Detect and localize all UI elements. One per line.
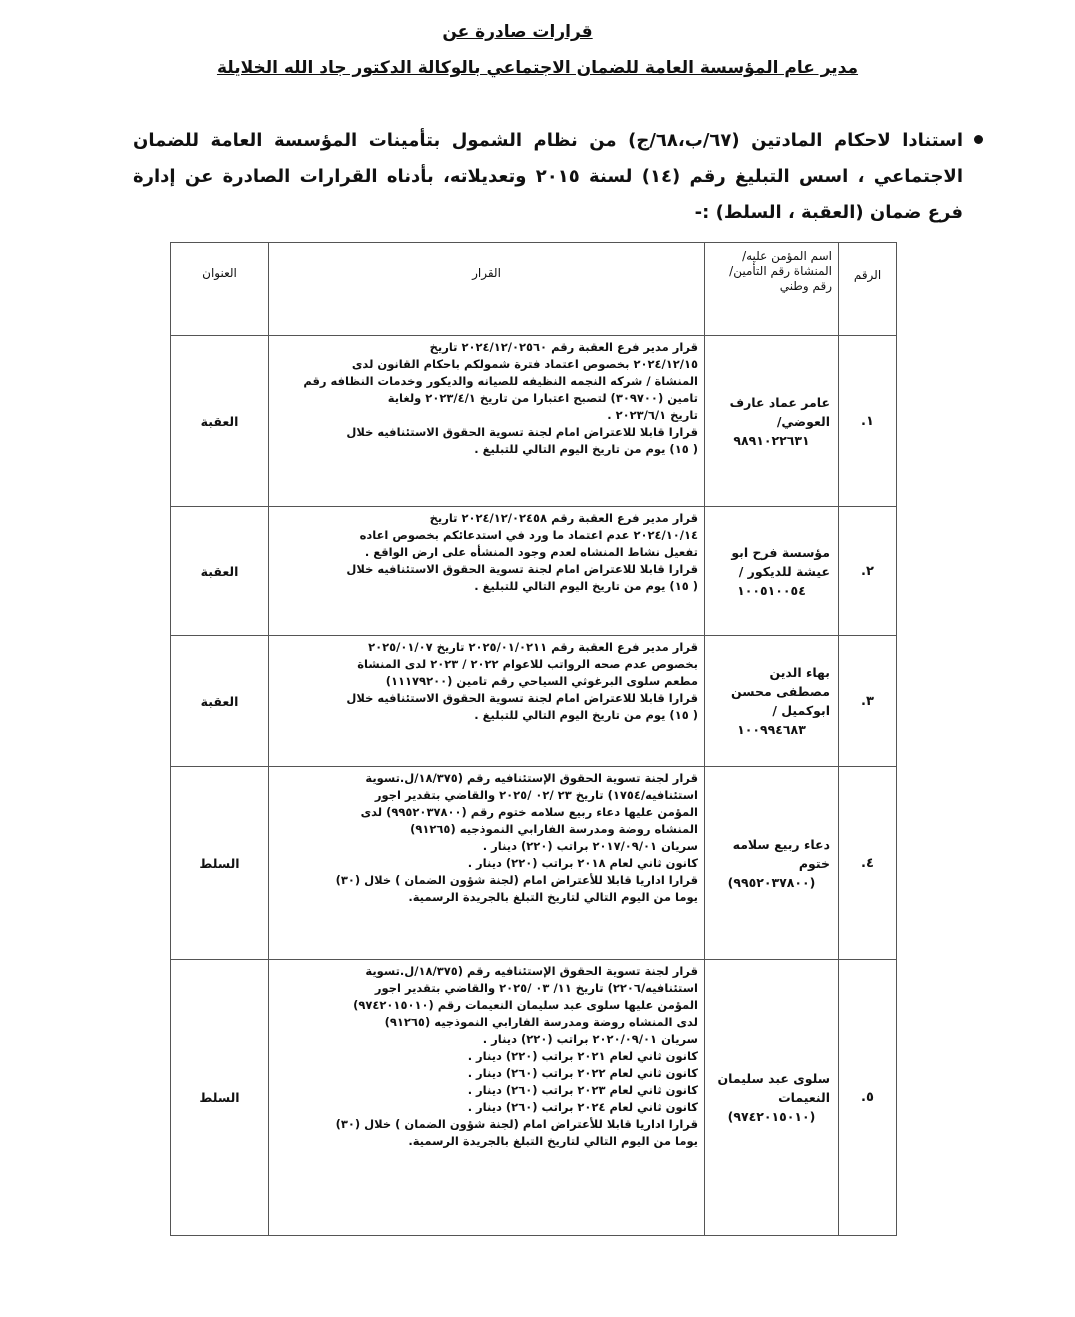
row-decision <box>269 507 705 636</box>
decision-line: قرارا اداريا قابلا للأعتراض امام (لجنة شؤون الضمان ) خلال (٣٠) <box>335 1117 698 1131</box>
header-name: اسم المؤمن عليه/ المنشاة رقم التأمين/ رقم وطني <box>705 243 839 336</box>
row-decision <box>269 336 705 507</box>
row-name: بهاء الدين مصطفى محسن ابوكميل / <box>731 665 830 718</box>
row-id: ١٠٠٥١٠٠٥٤ <box>737 582 806 598</box>
row-name: سلوى عبد سليمان النعيمات <box>717 1071 830 1105</box>
decision-line: المؤمن عليها سلوى عبد سليمان النعيمات رقم (٩٧٤٢٠١٥٠١٠) <box>353 998 698 1012</box>
row-address: السلط <box>171 767 269 960</box>
row-id: ٩٨٩١٠٢٢٦٣١ <box>733 432 810 448</box>
decision-line: قرارا قابلا للاعتراض امام لجنة تسوية الحقوق الاستئنافيه خلال <box>346 691 698 705</box>
decision-line: سريان ٢٠١٧/٠٩/٠١ براتب (٢٢٠) دينار . <box>482 839 698 853</box>
decision-line: كانون ثاني لعام ٢٠١٨ براتب (٢٢٠) دينار . <box>467 856 698 870</box>
row-id: ١٠٠٩٩٤٦٨٣ <box>737 722 806 737</box>
title-line-2: مدير عام المؤسسة العامة للضمان الاجتماعي بالوكالة الدكتور جاد الله الخلايلة <box>216 58 859 78</box>
decision-line: مطعم سلوى البرغوثي السياحي رقم تامين (١١١٧٩٢٠٠) <box>385 674 698 688</box>
header-number: الرقم <box>839 243 897 336</box>
row-name-cell <box>705 960 839 1236</box>
decision-line: قرارا قابلا للاعتراض امام لجنة تسوية الحقوق الاستئنافيه خلال <box>346 562 698 576</box>
row-number: ٥. <box>839 960 897 1236</box>
decision-line: قرار مدير فرع العقبة رقم ٢٠٢٥/٠١/٠٢١١ تاريخ ٢٠٢٥/٠١/٠٧ <box>368 640 698 654</box>
row-name: دعاء ربيع سلامه ختوم <box>732 836 830 871</box>
row-number: ٣. <box>839 636 897 767</box>
decision-line: يوما من اليوم التالي لتاريخ التبلغ بالجريدة الرسمية. <box>408 1134 698 1148</box>
row-number: ٤. <box>839 767 897 960</box>
row-address: العقبة <box>171 507 269 636</box>
decision-line: لدى المنشاه روضة ومدرسة الفارابي النموذجيه (٩١٢٦٥) <box>384 1015 698 1029</box>
header-decision: القرار <box>269 243 705 336</box>
row-address: العقبة <box>171 336 269 507</box>
header-address: العنوان <box>171 243 269 336</box>
decision-line: تامين (٣٠٩٧٠٠) لتصبح اعتبارا من تاريخ ٢٠٢٣/٤/١ ولغاية <box>387 391 698 405</box>
row-number: ٢. <box>839 507 897 636</box>
decisions-table <box>170 242 897 1236</box>
decision-line: ٢٠٢٤/١٠/١٤ عدم اعتماد ما ورد في استدعائكم بخصوص اعاده <box>359 528 698 542</box>
decision-line: سريان ٢٠٢٠/٠٩/٠١ براتب (٢٢٠) دينار . <box>482 1032 698 1046</box>
row-address: العقبة <box>171 636 269 767</box>
row-decision <box>269 636 705 767</box>
decision-line: قرار مدير فرع العقبة رقم ٢٠٢٤/١٢/٠٢٥٦٠ تاريخ <box>429 340 698 354</box>
decision-line: كانون ثاني لعام ٢٠٢١ براتب (٢٢٠) دينار . <box>467 1049 698 1063</box>
decision-line: بخصوص عدم صحه الرواتب للاعوام ٢٠٢٢ / ٢٠٢٣ لدى المنشاة <box>357 657 698 671</box>
intro-paragraph <box>133 123 963 231</box>
decision-line: المؤمن عليها دعاء ربيع سلامه ختوم رقم (٩٩٥٢٠٣٧٨٠٠) لدى <box>360 805 698 819</box>
decision-line: قرارا قابلا للاعتراض امام لجنة تسوية الحقوق الاستئنافيه خلال <box>346 425 698 439</box>
decision-line: قرار مدير فرع العقبة رقم ٢٠٢٤/١٢/٠٢٤٥٨ تاريخ <box>429 511 698 525</box>
row-name-cell <box>705 507 839 636</box>
decision-line: يوما من اليوم التالي لتاريخ التبلغ بالجريدة الرسمية. <box>408 890 698 904</box>
title-line-1: قرارات صادرة عن <box>442 22 593 42</box>
bullet-icon <box>974 135 983 144</box>
row-name: عامر عماد عارف العوضي/ <box>729 394 830 429</box>
decision-line: كانون ثاني لعام ٢٠٢٢ براتب (٢٦٠) دينار . <box>467 1066 698 1080</box>
table-row <box>171 507 897 636</box>
row-name: مؤسسة فرح ابو عيشة للديكور / <box>731 544 830 579</box>
decision-line: قرارا اداريا قابلا للأعتراض امام (لجنة شؤون الضمان ) خلال (٣٠) <box>335 873 698 887</box>
row-decision <box>269 960 705 1236</box>
row-id: (٩٧٤٢٠١٥٠١٠) <box>727 1109 816 1124</box>
decision-line: ( ١٥) يوم من تاريخ اليوم التالي للتبليغ . <box>474 442 698 456</box>
decision-line: قرار لجنة تسوية الحقوق الإستئنافيه رقم (١٨/٣٧٥/ل.تسوية <box>365 964 698 978</box>
row-name-cell <box>705 336 839 507</box>
table-row <box>171 336 897 507</box>
decision-line: قرار لجنة تسوية الحقوق الإستئنافيه رقم (١٨/٣٧٥/ل.تسوية <box>365 771 698 785</box>
row-name-cell <box>705 767 839 960</box>
decision-line: استئنافيه/٢٢٠٦) تاريخ ١١/ ٠٣ /٢٠٢٥ والقاضي بتقدير اجور <box>374 981 698 995</box>
table-row <box>171 767 897 960</box>
decision-line: المنشاه روضة ومدرسة الفارابي النموذجيه (٩١٢٦٥) <box>410 822 698 836</box>
decision-line: تاريخ ٢٠٢٣/٦/١ . <box>607 408 698 422</box>
row-id: (٩٩٥٢٠٣٧٨٠٠) <box>727 874 816 890</box>
row-address: السلط <box>171 960 269 1236</box>
row-name-cell <box>705 636 839 767</box>
intro-text: استنادا لاحكام المادتين (٦٧/ب،٦٨/ج) من نظام الشمول بتأمينات المؤسسة العامة للضمان الاجتماعي ، اسس التبليغ رقم (١٤) لسنة ٢٠١٥ وتعديلاته، بأدناه القرارات الصادرة عن إدارة فرع ضمان (العقبة ، السلط) :- <box>133 130 963 223</box>
decision-line: كانون ثاني لعام ٢٠٢٤ براتب (٢٦٠) دينار . <box>467 1100 698 1114</box>
decision-line: استئنافيه/١٧٥٤) تاريخ ٢٣ /٠٢ /٢٠٢٥ والقاضي بتقدير اجور <box>374 788 698 802</box>
decision-line: ٢٠٢٤/١٢/١٥ بخصوص اعتماد فترة شمولكم باحكام القانون لدى <box>351 357 698 371</box>
table-row <box>171 960 897 1236</box>
decision-line: ( ١٥) يوم من تاريخ اليوم التالي للتبليغ . <box>474 708 698 722</box>
decision-line: كانون ثاني لعام ٢٠٢٣ براتب (٢٦٠) دينار . <box>467 1083 698 1097</box>
row-number: ١. <box>839 336 897 507</box>
table-row <box>171 636 897 767</box>
decision-line: ( ١٥) يوم من تاريخ اليوم التالي للتبليغ . <box>474 579 698 593</box>
decision-line: تفعيل نشاط المنشاه لعدم وجود المنشأه على ارض الواقع . <box>364 545 698 559</box>
table-header-row <box>171 243 897 336</box>
row-decision <box>269 767 705 960</box>
decision-line: المنشاة / شركه النجمه النظيفه للصيانه والديكور وخدمات النظافه رقم <box>303 374 698 388</box>
